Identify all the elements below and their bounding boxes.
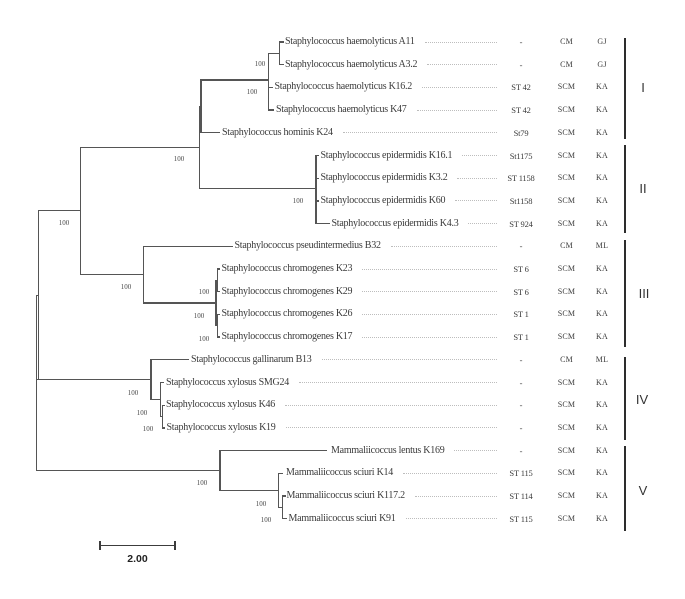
region-code: KA — [596, 332, 608, 342]
taxon-row — [332, 218, 502, 230]
detection-method: SCM — [557, 513, 576, 523]
bootstrap-label: 100 — [173, 154, 185, 163]
taxon-name: Staphylococcus pseudintermedius B32 — [234, 240, 381, 252]
branch-v — [315, 155, 316, 225]
branch-h — [81, 147, 200, 148]
bootstrap-label: 100 — [58, 219, 70, 227]
region-code: KA — [596, 264, 608, 273]
st-value: St1158 — [509, 195, 533, 206]
st-value: ST 6 — [513, 286, 529, 297]
st-value: ST 6 — [513, 264, 529, 274]
taxon-name: Staphylococcus haemolyticus K47 — [276, 104, 407, 116]
branch-h — [151, 359, 189, 360]
st-value: - — [519, 37, 523, 47]
detection-method: SCM — [557, 82, 576, 92]
st-value: ST 42 — [511, 82, 531, 93]
st-value: - — [519, 377, 523, 388]
leader-line — [391, 246, 497, 247]
region-code: KA — [596, 127, 608, 137]
scale-bar-line — [100, 545, 175, 546]
taxon-row — [321, 172, 502, 184]
region-code: KA — [596, 82, 608, 92]
taxon-row — [286, 467, 501, 479]
leader-line — [468, 223, 497, 224]
bootstrap-label: 100 — [292, 197, 304, 205]
taxon-row — [222, 331, 502, 343]
taxon-row — [235, 240, 502, 252]
scale-bar-left-tick — [99, 541, 100, 551]
branch-h — [316, 223, 330, 224]
clade-numeral: II — [639, 181, 647, 196]
region-code: KA — [596, 218, 608, 228]
region-code: KA — [596, 400, 608, 410]
branch-h — [200, 188, 317, 189]
taxon-name: Staphylococcus epidermidis K3.2 — [320, 172, 448, 184]
branch-v — [199, 106, 200, 189]
detection-method: SCM — [557, 491, 576, 500]
leader-line — [286, 427, 497, 428]
bootstrap-label: 100 — [246, 87, 258, 96]
st-value: - — [519, 445, 523, 456]
region-code: KA — [596, 445, 608, 455]
st-value: ST 114 — [509, 491, 533, 501]
bootstrap-label: 100 — [193, 312, 205, 320]
region-code: KA — [596, 468, 608, 478]
detection-method: SCM — [557, 127, 576, 137]
taxon-row — [222, 308, 502, 320]
detection-method: SCM — [557, 309, 576, 319]
bootstrap-label: 100 — [142, 425, 154, 433]
region-code: KA — [596, 150, 608, 160]
bootstrap-label: 100 — [254, 59, 266, 68]
leader-line — [322, 359, 497, 360]
region-code: ML — [595, 241, 609, 251]
taxon-row — [321, 195, 502, 207]
taxon-name: Staphylococcus chromogenes K23 — [221, 263, 353, 274]
branch-v — [38, 210, 39, 380]
branch-v — [278, 473, 279, 509]
taxon-name: Staphylococcus hominis K24 — [222, 126, 333, 138]
st-value: ST 115 — [509, 513, 533, 524]
st-value: ST 115 — [509, 468, 533, 479]
region-code: KA — [596, 286, 608, 296]
st-value: ST 1 — [513, 309, 529, 320]
taxon-name: Staphylococcus xylosus K19 — [166, 421, 276, 433]
detection-method: SCM — [557, 218, 576, 228]
detection-method: SCM — [557, 173, 576, 183]
branch-h — [201, 79, 269, 80]
taxon-name: Staphylococcus gallinarum B13 — [191, 353, 312, 365]
clade-bar — [624, 357, 627, 440]
taxon-row — [167, 422, 502, 434]
branch-h — [201, 132, 220, 133]
taxon-row — [331, 445, 501, 457]
st-value: St1175 — [509, 150, 533, 161]
taxon-name: Staphylococcus epidermidis K16.1 — [320, 149, 453, 161]
taxon-row — [321, 150, 502, 162]
detection-method: SCM — [557, 150, 576, 160]
branch-h — [220, 490, 278, 491]
taxon-name: Staphylococcus xylosus SMG24 — [166, 376, 289, 388]
st-value: St79 — [513, 127, 529, 138]
taxon-name: Staphylococcus chromogenes K17 — [221, 331, 353, 343]
taxon-row — [222, 127, 501, 139]
branch-h — [144, 302, 217, 303]
detection-method: SCM — [557, 264, 576, 273]
region-code: KA — [596, 513, 608, 523]
taxon-name: Mammaliicoccus lentus K169 — [331, 444, 445, 456]
st-value: - — [519, 241, 523, 252]
branch-v — [200, 79, 201, 133]
taxon-name: Staphylococcus xylosus K46 — [166, 399, 276, 411]
taxon-row — [276, 104, 501, 116]
leader-line — [403, 473, 497, 474]
taxon-name: Mammaliicoccus sciuri K14 — [286, 467, 394, 479]
region-code: ML — [595, 354, 609, 364]
bootstrap-label: 100 — [120, 282, 132, 291]
taxon-name: Staphylococcus haemolyticus K16.2 — [274, 81, 413, 93]
leader-line — [406, 518, 497, 519]
detection-method: SCM — [557, 332, 576, 342]
branch-h — [36, 470, 220, 471]
region-code: GJ — [597, 37, 607, 46]
branch-h — [269, 109, 275, 110]
st-value: - — [519, 422, 523, 433]
taxon-row — [191, 354, 501, 366]
bootstrap-label: 100 — [127, 388, 139, 397]
clade-bar — [624, 240, 627, 348]
detection-method: SCM — [557, 400, 576, 410]
detection-method: SCM — [557, 422, 576, 432]
leader-line — [425, 42, 497, 43]
leader-line — [299, 382, 497, 383]
scale-bar-right-tick — [174, 541, 175, 551]
taxon-row — [285, 59, 501, 71]
detection-method: SCM — [557, 286, 576, 296]
branch-h — [283, 518, 288, 519]
branch-h — [81, 274, 144, 275]
taxon-name: Staphylococcus haemolyticus A3.2 — [285, 58, 418, 70]
branch-h — [37, 379, 151, 380]
leader-line — [427, 64, 497, 65]
leader-line — [462, 155, 497, 156]
clade-numeral: V — [638, 483, 648, 498]
taxon-row — [222, 263, 502, 275]
branch-h — [39, 210, 81, 211]
taxon-row — [275, 81, 502, 93]
branch-h — [220, 450, 327, 451]
bootstrap-label: 100 — [255, 499, 267, 508]
clade-numeral: III — [638, 286, 650, 301]
branch-v — [143, 246, 144, 304]
bootstrap-label: 100 — [196, 479, 208, 487]
detection-method: SCM — [557, 445, 576, 455]
bootstrap-label: 100 — [198, 287, 210, 296]
taxon-name: Staphylococcus epidermidis K4.3 — [331, 217, 459, 229]
branch-v — [80, 147, 81, 276]
taxon-name: Staphylococcus epidermidis K60 — [320, 194, 446, 206]
detection-method: SCM — [557, 105, 576, 115]
detection-method: CM — [560, 37, 573, 46]
region-code: KA — [596, 377, 608, 387]
taxon-name: Mammaliicoccus sciuri K117.2 — [286, 490, 405, 501]
clade-numeral: IV — [635, 392, 649, 407]
leader-line — [457, 178, 497, 179]
branch-h — [278, 473, 283, 474]
region-code: KA — [596, 491, 608, 500]
leader-line — [455, 200, 497, 201]
detection-method: SCM — [557, 468, 576, 478]
taxon-name: Mammaliicoccus sciuri K91 — [288, 512, 396, 524]
branch-v — [219, 450, 220, 491]
clade-bar — [624, 145, 627, 233]
clade-numeral: I — [641, 80, 645, 95]
scale-bar-label: 2.00 — [127, 552, 148, 565]
region-code: GJ — [597, 59, 607, 69]
taxon-row — [289, 513, 502, 525]
detection-method: SCM — [557, 377, 576, 387]
branch-v — [282, 495, 283, 519]
bootstrap-label: 100 — [136, 408, 148, 417]
st-value: - — [519, 59, 523, 70]
st-value: - — [519, 354, 523, 365]
region-code: KA — [596, 105, 608, 115]
detection-method: SCM — [557, 195, 576, 205]
st-value: ST 42 — [511, 105, 531, 116]
st-value: - — [519, 400, 523, 411]
taxon-name: Staphylococcus haemolyticus A11 — [285, 36, 415, 47]
detection-method: CM — [560, 59, 573, 69]
region-code: KA — [596, 422, 608, 432]
leader-line — [362, 291, 497, 292]
detection-method: CM — [560, 354, 573, 364]
clade-bar — [624, 38, 627, 139]
taxon-row — [285, 36, 501, 48]
st-value: ST 924 — [509, 218, 533, 229]
detection-method: CM — [560, 241, 573, 251]
taxon-row — [166, 377, 501, 389]
branch-v — [150, 359, 151, 400]
leader-line — [417, 110, 497, 111]
region-code: KA — [596, 173, 608, 183]
clade-bar — [624, 446, 627, 531]
branch-h — [144, 246, 233, 247]
leader-line — [362, 269, 497, 270]
leader-line — [454, 450, 497, 451]
taxon-row — [287, 490, 502, 502]
taxon-name: Staphylococcus chromogenes K29 — [221, 285, 353, 297]
taxon-row — [222, 286, 502, 298]
branch-v — [36, 295, 37, 472]
taxon-row — [166, 399, 501, 411]
st-value: ST 1 — [513, 332, 529, 343]
branch-v — [279, 41, 280, 65]
st-value: ST 1158 — [507, 173, 535, 184]
leader-line — [285, 405, 497, 406]
leader-line — [415, 496, 497, 497]
bootstrap-label: 100 — [260, 515, 272, 524]
region-code: KA — [596, 309, 608, 319]
leader-line — [422, 87, 497, 88]
bootstrap-label: 100 — [198, 334, 210, 343]
leader-line — [362, 314, 497, 315]
region-code: KA — [596, 195, 608, 205]
leader-line — [343, 132, 497, 133]
taxon-name: Staphylococcus chromogenes K26 — [221, 308, 353, 320]
leader-line — [362, 337, 497, 338]
